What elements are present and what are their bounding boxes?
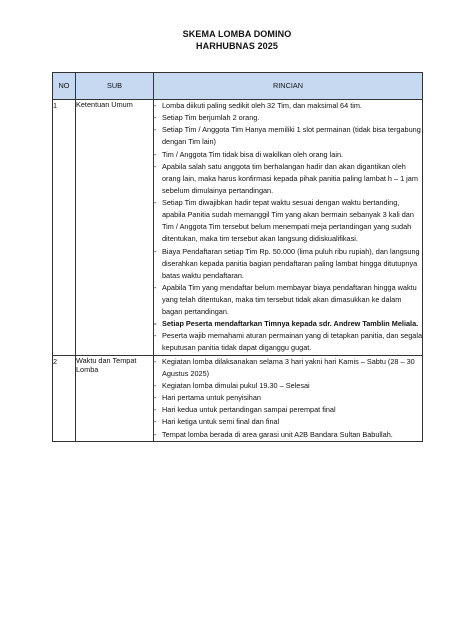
list-item: - Tim / Anggota Tim tidak bisa di wakilkan oleh orang lain. (154, 149, 422, 161)
list-item: - Hari kedua untuk pertandingan sampai perempat final (154, 404, 422, 416)
list-item: - Kegiatan lomba dimulai pukul 19.30 – Selesai (154, 380, 422, 392)
table-row (53, 355, 423, 441)
rincian-list (154, 100, 422, 354)
document-title: SKEMA LOMBA DOMINO (182, 29, 292, 39)
list-item: - Lomba diikuti paling sedikit oleh 32 Tim, dan maksimal 64 tim. (154, 100, 422, 112)
list-item: - Setiap Tim berjumlah 2 orang. (154, 112, 422, 124)
list-item: - Kegiatan lomba dilaksanakan selama 3 hari yakni hari Kamis – Sabtu (28 – 30 Agustus 2025) (154, 356, 422, 380)
list-item: - Apabila Tim yang mendaftar belum membayar biaya pendaftaran hingga waktu yang telah ditentukan, maka tim tersebut tidak akan dimasukkan ke dalam bagan pertandingan. (154, 282, 422, 318)
list-item: - Setiap Tim diwajibkan hadir tepat waktu sesuai dengan waktu bertanding, apabila Panitia sudah memanggil Tim yang akan bermain sebanyak 3 kali dan Tim / Anggota Tim tersebut belum menempati meja pertandingan yang sudah ditentukan, maka tim tersebut akan langsung didiskualifikasi. (154, 197, 422, 245)
list-item: - Hari ketiga untuk semi final dan final (154, 416, 422, 428)
list-item-highlight: - Setiap Peserta mendaftarkan Timnya kepada sdr. Andrew Tamblin Meliala. (154, 318, 422, 330)
rincian-list (154, 356, 422, 441)
row-number: 1 (53, 100, 76, 356)
list-item: - Peserta wajib memahami aturan permainan yang di tetapkan panitia, dan segala keputusan panitia tidak dapat diganggu gugat. (154, 330, 422, 354)
header-sub: SUB (76, 73, 154, 100)
document-subtitle: HARHUBNAS 2025 (196, 41, 278, 51)
row-sub: Waktu dan Tempat Lomba (76, 355, 154, 441)
list-item: - Apabila salah satu anggota tim berhalangan hadir dan akan digantikan oleh orang lain, maka harus konfirmasi kepada pihak panitia paling lambat h – 1 jam sebelum dimulainya pertandingan. (154, 161, 422, 197)
table-row (53, 100, 423, 356)
header-rincian: RINCIAN (154, 73, 423, 100)
list-item: - Tempat lomba berada di area garasi unit A2B Bandara Sultan Babullah. (154, 429, 422, 441)
list-item: - Biaya Pendaftaran setiap Tim Rp. 50.000 (lima puluh ribu rupiah), dan langsung diserahkan kepada panitia bagian pendaftaran paling lambat hingga ditutupnya batas waktu pendaftaran. (154, 246, 422, 282)
table-header-row (53, 73, 423, 100)
skema-table (52, 72, 423, 442)
list-item: - Setiap Tim / Anggota Tim Hanya memiliki 1 slot permainan (tidak bisa tergabung dengan Tim lain) (154, 124, 422, 148)
list-item: - Hari pertama untuk penyisihan (154, 392, 422, 404)
row-number: 2 (53, 355, 76, 441)
header-no: NO (53, 73, 76, 100)
row-rincian (154, 100, 423, 356)
row-sub: Ketentuan Umum (76, 100, 154, 356)
row-rincian (154, 355, 423, 441)
